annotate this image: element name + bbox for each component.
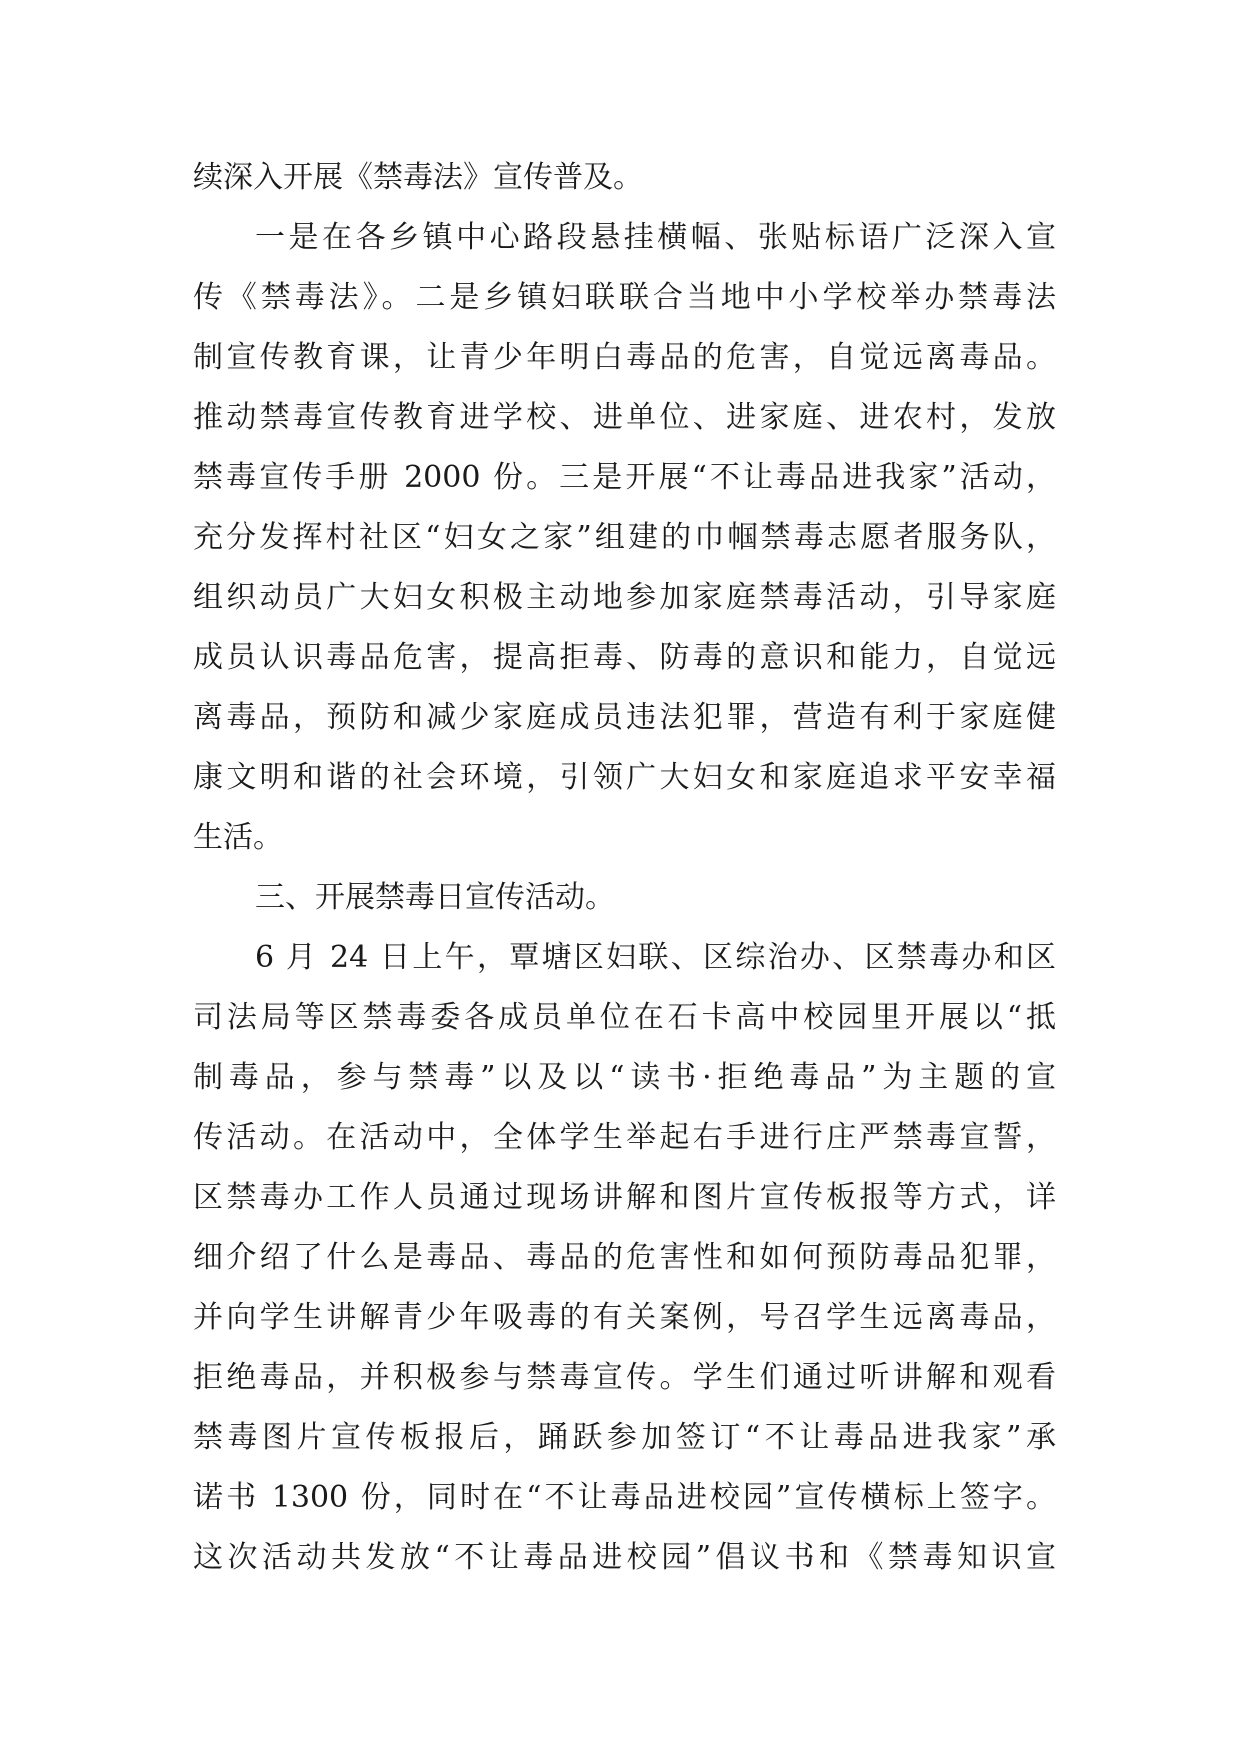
text-line: 充分发挥村社区“妇女之家”组建的巾帼禁毒志愿者服务队， (193, 520, 1056, 555)
section-heading: 三、开展禁毒日宣传活动。 (255, 880, 615, 915)
text-line: 组织动员广大妇女积极主动地参加家庭禁毒活动，引导家庭 (193, 580, 1056, 615)
text-line-paragraph-start: 一是在各乡镇中心路段悬挂横幅、张贴标语广泛深入宣 (255, 220, 1056, 255)
text-line: 区禁毒办工作人员通过现场讲解和图片宣传板报等方式，详 (193, 1180, 1056, 1215)
document-body (193, 148, 1056, 1588)
text-line: 诺书 1300 份，同时在“不让毒品进校园”宣传横标上签字。 (193, 1480, 1056, 1515)
text-line: 离毒品，预防和减少家庭成员违法犯罪，营造有利于家庭健 (193, 700, 1056, 735)
text-line: 推动禁毒宣传教育进学校、进单位、进家庭、进农村，发放 (193, 400, 1056, 435)
text-line: 细介绍了什么是毒品、毒品的危害性和如何预防毒品犯罪， (193, 1240, 1056, 1275)
text-line: 制宣传教育课，让青少年明白毒品的危害，自觉远离毒品。 (193, 340, 1056, 375)
text-line: 传活动。在活动中，全体学生举起右手进行庄严禁毒宣誓， (193, 1120, 1056, 1155)
text-line-continuation: 续深入开展《禁毒法》宣传普及。 (193, 160, 643, 195)
text-line: 传《禁毒法》。二是乡镇妇联联合当地中小学校举办禁毒法 (193, 280, 1056, 315)
text-line: 司法局等区禁毒委各成员单位在石卡高中校园里开展以“抵 (193, 1000, 1056, 1035)
text-line: 制毒品，参与禁毒”以及以“读书·拒绝毒品”为主题的宣 (193, 1060, 1056, 1095)
text-line: 禁毒图片宣传板报后，踊跃参加签订“不让毒品进我家”承 (193, 1420, 1056, 1455)
text-line: 成员认识毒品危害，提高拒毒、防毒的意识和能力，自觉远 (193, 640, 1056, 675)
text-line: 康文明和谐的社会环境，引领广大妇女和家庭追求平安幸福 (193, 760, 1056, 795)
text-line: 并向学生讲解青少年吸毒的有关案例，号召学生远离毒品， (193, 1300, 1056, 1335)
text-line: 这次活动共发放“不让毒品进校园”倡议书和《禁毒知识宣 (193, 1540, 1056, 1575)
text-line-paragraph-start: 6 月 24 日上午，覃塘区妇联、区综治办、区禁毒办和区 (255, 940, 1056, 975)
text-line: 拒绝毒品，并积极参与禁毒宣传。学生们通过听讲解和观看 (193, 1360, 1056, 1395)
text-line-paragraph-end: 生活。 (193, 820, 283, 855)
text-line: 禁毒宣传手册 2000 份。三是开展“不让毒品进我家”活动， (193, 460, 1056, 495)
